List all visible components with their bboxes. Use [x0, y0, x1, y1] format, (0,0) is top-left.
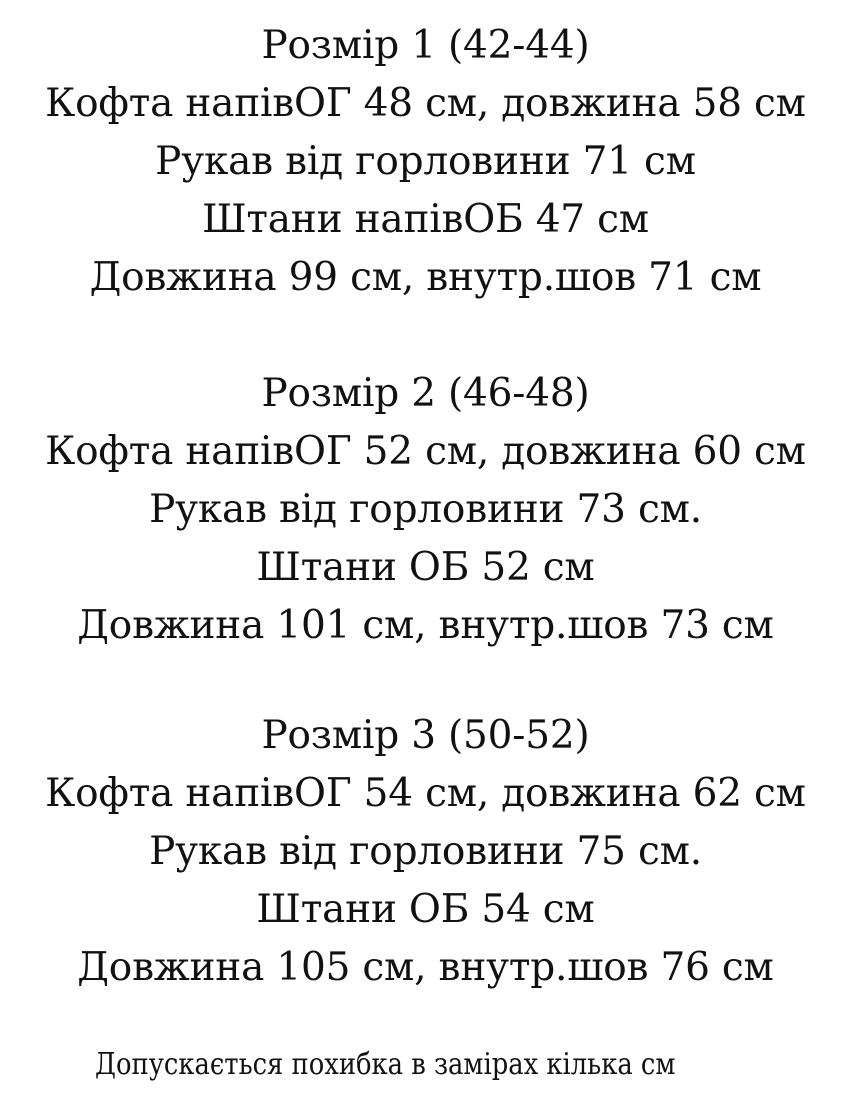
- size-1-jacket-line: Кофта напівОГ 48 см, довжина 58 см: [45, 81, 806, 126]
- size-3-pants-line: Штани ОБ 54 см: [256, 887, 595, 932]
- size-2-length-line: Довжина 101 см, внутр.шов 73 см: [77, 603, 774, 648]
- size-1-pants-line: Штани напівОБ 47 см: [202, 197, 649, 242]
- size-1-length-line: Довжина 99 см, внутр.шов 71 см: [89, 255, 762, 300]
- size-2-pants-line: Штани ОБ 52 см: [256, 545, 595, 590]
- size-1-sleeve-line: Рукав від горловини 71 см: [155, 139, 696, 184]
- size-3-title: Розмір 3 (50-52): [261, 713, 590, 758]
- size-2-sleeve-line: Рукав від горловини 73 см.: [149, 487, 702, 532]
- size-2-title: Розмір 2 (46-48): [261, 371, 590, 416]
- size-3-sleeve-line: Рукав від горловини 75 см.: [149, 829, 702, 874]
- size-3-jacket-line: Кофта напівОГ 54 см, довжина 62 см: [45, 771, 806, 816]
- size-1-title: Розмір 1 (42-44): [261, 23, 590, 68]
- size-3-length-line: Довжина 105 см, внутр.шов 76 см: [77, 945, 774, 990]
- measurement-tolerance-note: Допускається похибка в замірах кілька см: [95, 1047, 676, 1082]
- size-2-jacket-line: Кофта напівОГ 52 см, довжина 60 см: [45, 429, 806, 474]
